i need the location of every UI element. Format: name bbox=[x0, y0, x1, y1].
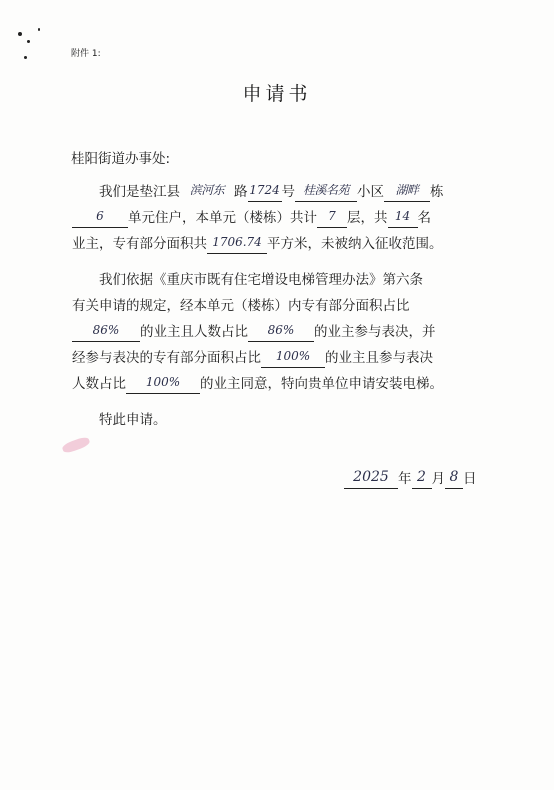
text: 单元住户，本单元（楼栋）共计 bbox=[128, 210, 317, 226]
paragraph-2-line-2: 有关申请的规定，经本单元（楼栋）内专有部分面积占比 bbox=[72, 298, 410, 314]
text: 号 bbox=[281, 184, 295, 200]
paragraph-2-line-5 bbox=[72, 375, 443, 394]
scan-speck bbox=[18, 32, 22, 36]
addressee: 桂阳街道办事处: bbox=[71, 151, 171, 167]
text: 名 bbox=[417, 210, 431, 226]
handwritten-pct-vote-area: 100% bbox=[261, 349, 325, 368]
scan-speck bbox=[38, 28, 40, 31]
text: 平方米，未被纳入征收范围。 bbox=[267, 236, 443, 252]
paragraph-1-line-1 bbox=[99, 183, 444, 202]
paragraph-1-line-2 bbox=[72, 209, 431, 228]
scan-speck bbox=[27, 40, 30, 43]
handwritten-owners: 14 bbox=[388, 209, 418, 228]
document-title: 申请书 bbox=[242, 83, 312, 105]
text: 业主，专有部分面积共 bbox=[72, 236, 207, 252]
text: 经参与表决的专有部分面积占比 bbox=[72, 350, 261, 366]
handwritten-building: 湖畔 bbox=[384, 183, 430, 202]
text: 路 bbox=[234, 184, 248, 200]
paragraph-2-line-4 bbox=[72, 349, 433, 368]
handwritten-floors: 7 bbox=[317, 209, 347, 228]
signature-date bbox=[344, 470, 477, 489]
handwritten-pct-vote-people: 100% bbox=[126, 375, 200, 394]
handwritten-year: 2025 bbox=[344, 470, 398, 489]
attachment-label: 附件 1: bbox=[71, 49, 101, 59]
closing-text: 特此申请。 bbox=[99, 412, 167, 428]
text: 的业主同意，特向贵单位申请安装电梯。 bbox=[200, 376, 443, 392]
text: 的业主参与表决，并 bbox=[314, 324, 436, 340]
text: 小区 bbox=[357, 184, 384, 200]
handwritten-number: 1724 bbox=[248, 183, 282, 202]
text: 人数占比 bbox=[72, 376, 126, 392]
handwritten-street: 滨河东 bbox=[189, 183, 225, 197]
text: 层，共 bbox=[347, 210, 388, 226]
handwritten-area: 1706.74 bbox=[207, 235, 267, 254]
handwritten-estate: 桂溪名苑 bbox=[295, 183, 357, 202]
text: 的业主且参与表决 bbox=[325, 350, 433, 366]
paragraph-2-line-1: 我们依据《重庆市既有住宅增设电梯管理办法》第六条 bbox=[99, 272, 423, 288]
text: 日 bbox=[463, 471, 477, 487]
handwritten-unit: 6 bbox=[72, 209, 128, 228]
paragraph-2-line-3 bbox=[72, 323, 436, 342]
scan-speck bbox=[24, 56, 27, 59]
handwritten-day: 8 bbox=[445, 470, 463, 489]
text: 我们是垫江县 bbox=[99, 184, 180, 200]
handwritten-pct-area: 86% bbox=[72, 323, 140, 342]
handwritten-month: 2 bbox=[412, 470, 432, 489]
paragraph-1-line-3 bbox=[72, 235, 443, 254]
text: 月 bbox=[431, 471, 445, 487]
handwritten-pct-people: 86% bbox=[248, 323, 314, 342]
text: 的业主且人数占比 bbox=[140, 324, 248, 340]
text: 年 bbox=[398, 471, 412, 487]
text: 栋 bbox=[430, 184, 444, 200]
ink-stain bbox=[61, 436, 91, 455]
